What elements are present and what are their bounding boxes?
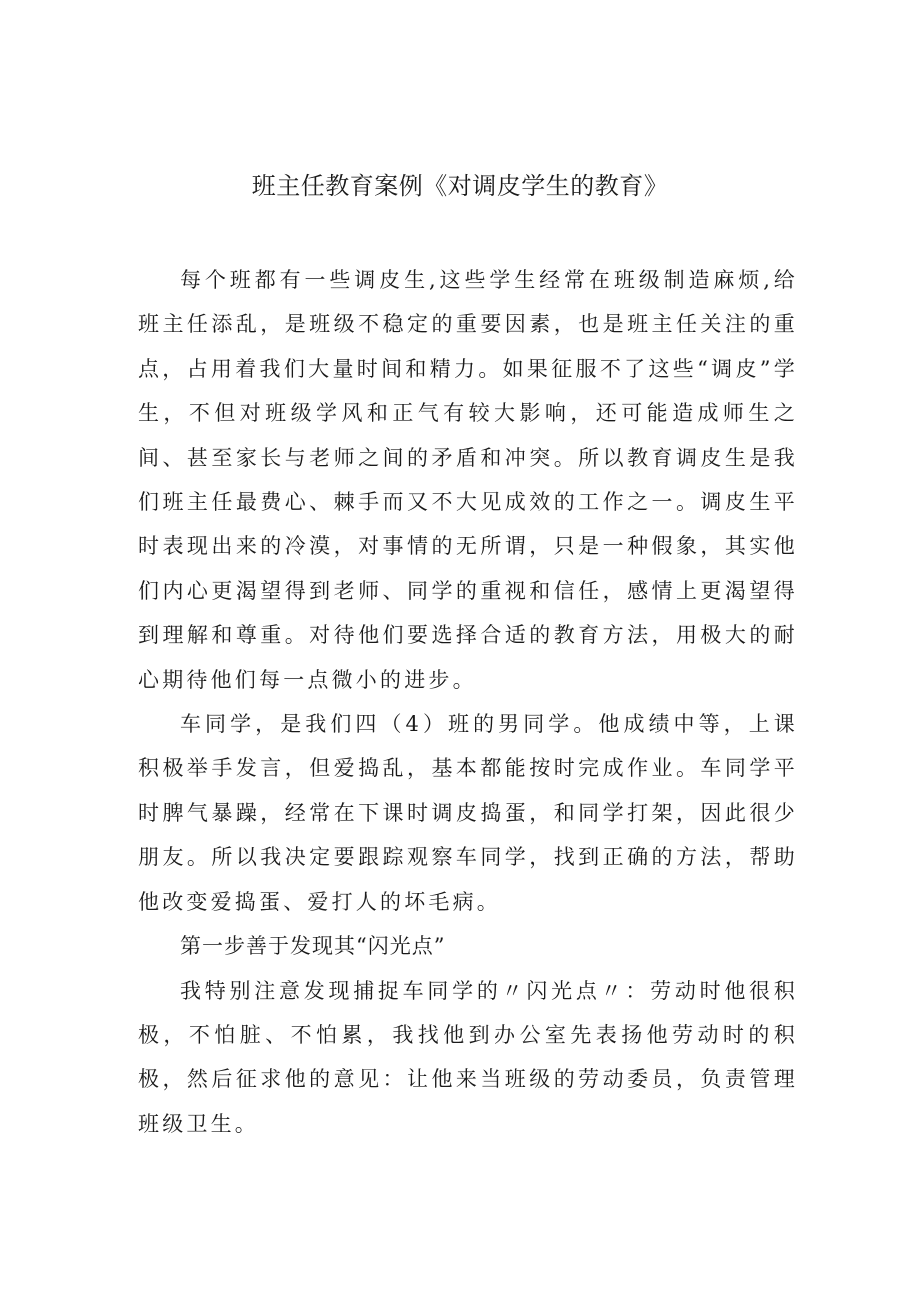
paragraph-intro: 每个班都有一些调皮生,这些学生经常在班级制造麻烦,给班主任添乱，是班级不稳定的重要因素，也是班主任关注的重点，占用着我们大量时间和精力。如果征服不了这些“调皮”学生，不但对班级学风和正气有较大影响，还可能造成师生之间、甚至家长与老师之间的矛盾和冲突。所以教育调皮生是我们班主任最费心、棘手而又不大见成效的工作之一。调皮生平时表现出来的冷漠，对事情的无所谓，只是一种假象，其实他们内心更渴望得到老师、同学的重视和信任，感情上更渴望得到理解和尊重。对待他们要选择合适的教育方法，用极大的耐心期待他们每一点微小的进步。 bbox=[138, 268, 798, 692]
document-title: 班主任教育案例《对调皮学生的教育》 bbox=[251, 172, 669, 200]
document-body bbox=[138, 258, 798, 1146]
paragraph-step-one: 我特别注意发现捕捉车同学的〃闪光点〃：劳动时他很积极，不怕脏、不怕累，我找他到办公室先表扬他劳动时的积极，然后征求他的意见：让他来当班级的劳动委员，负责管理班级卫生。 bbox=[138, 978, 798, 1136]
section-heading: 第一步善于发现其“闪光点” bbox=[180, 934, 446, 959]
paragraph-student-case: 车同学，是我们四（4）班的男同学。他成绩中等，上课积极举手发言，但爱捣乱，基本都能按时完成作业。车同学平时脾气暴躁，经常在下课时调皮捣蛋，和同学打架，因此很少朋友。所以我决定要跟踪观察车同学，找到正确的方法，帮助他改变爱捣蛋、爱打人的坏毛病。 bbox=[138, 712, 798, 914]
